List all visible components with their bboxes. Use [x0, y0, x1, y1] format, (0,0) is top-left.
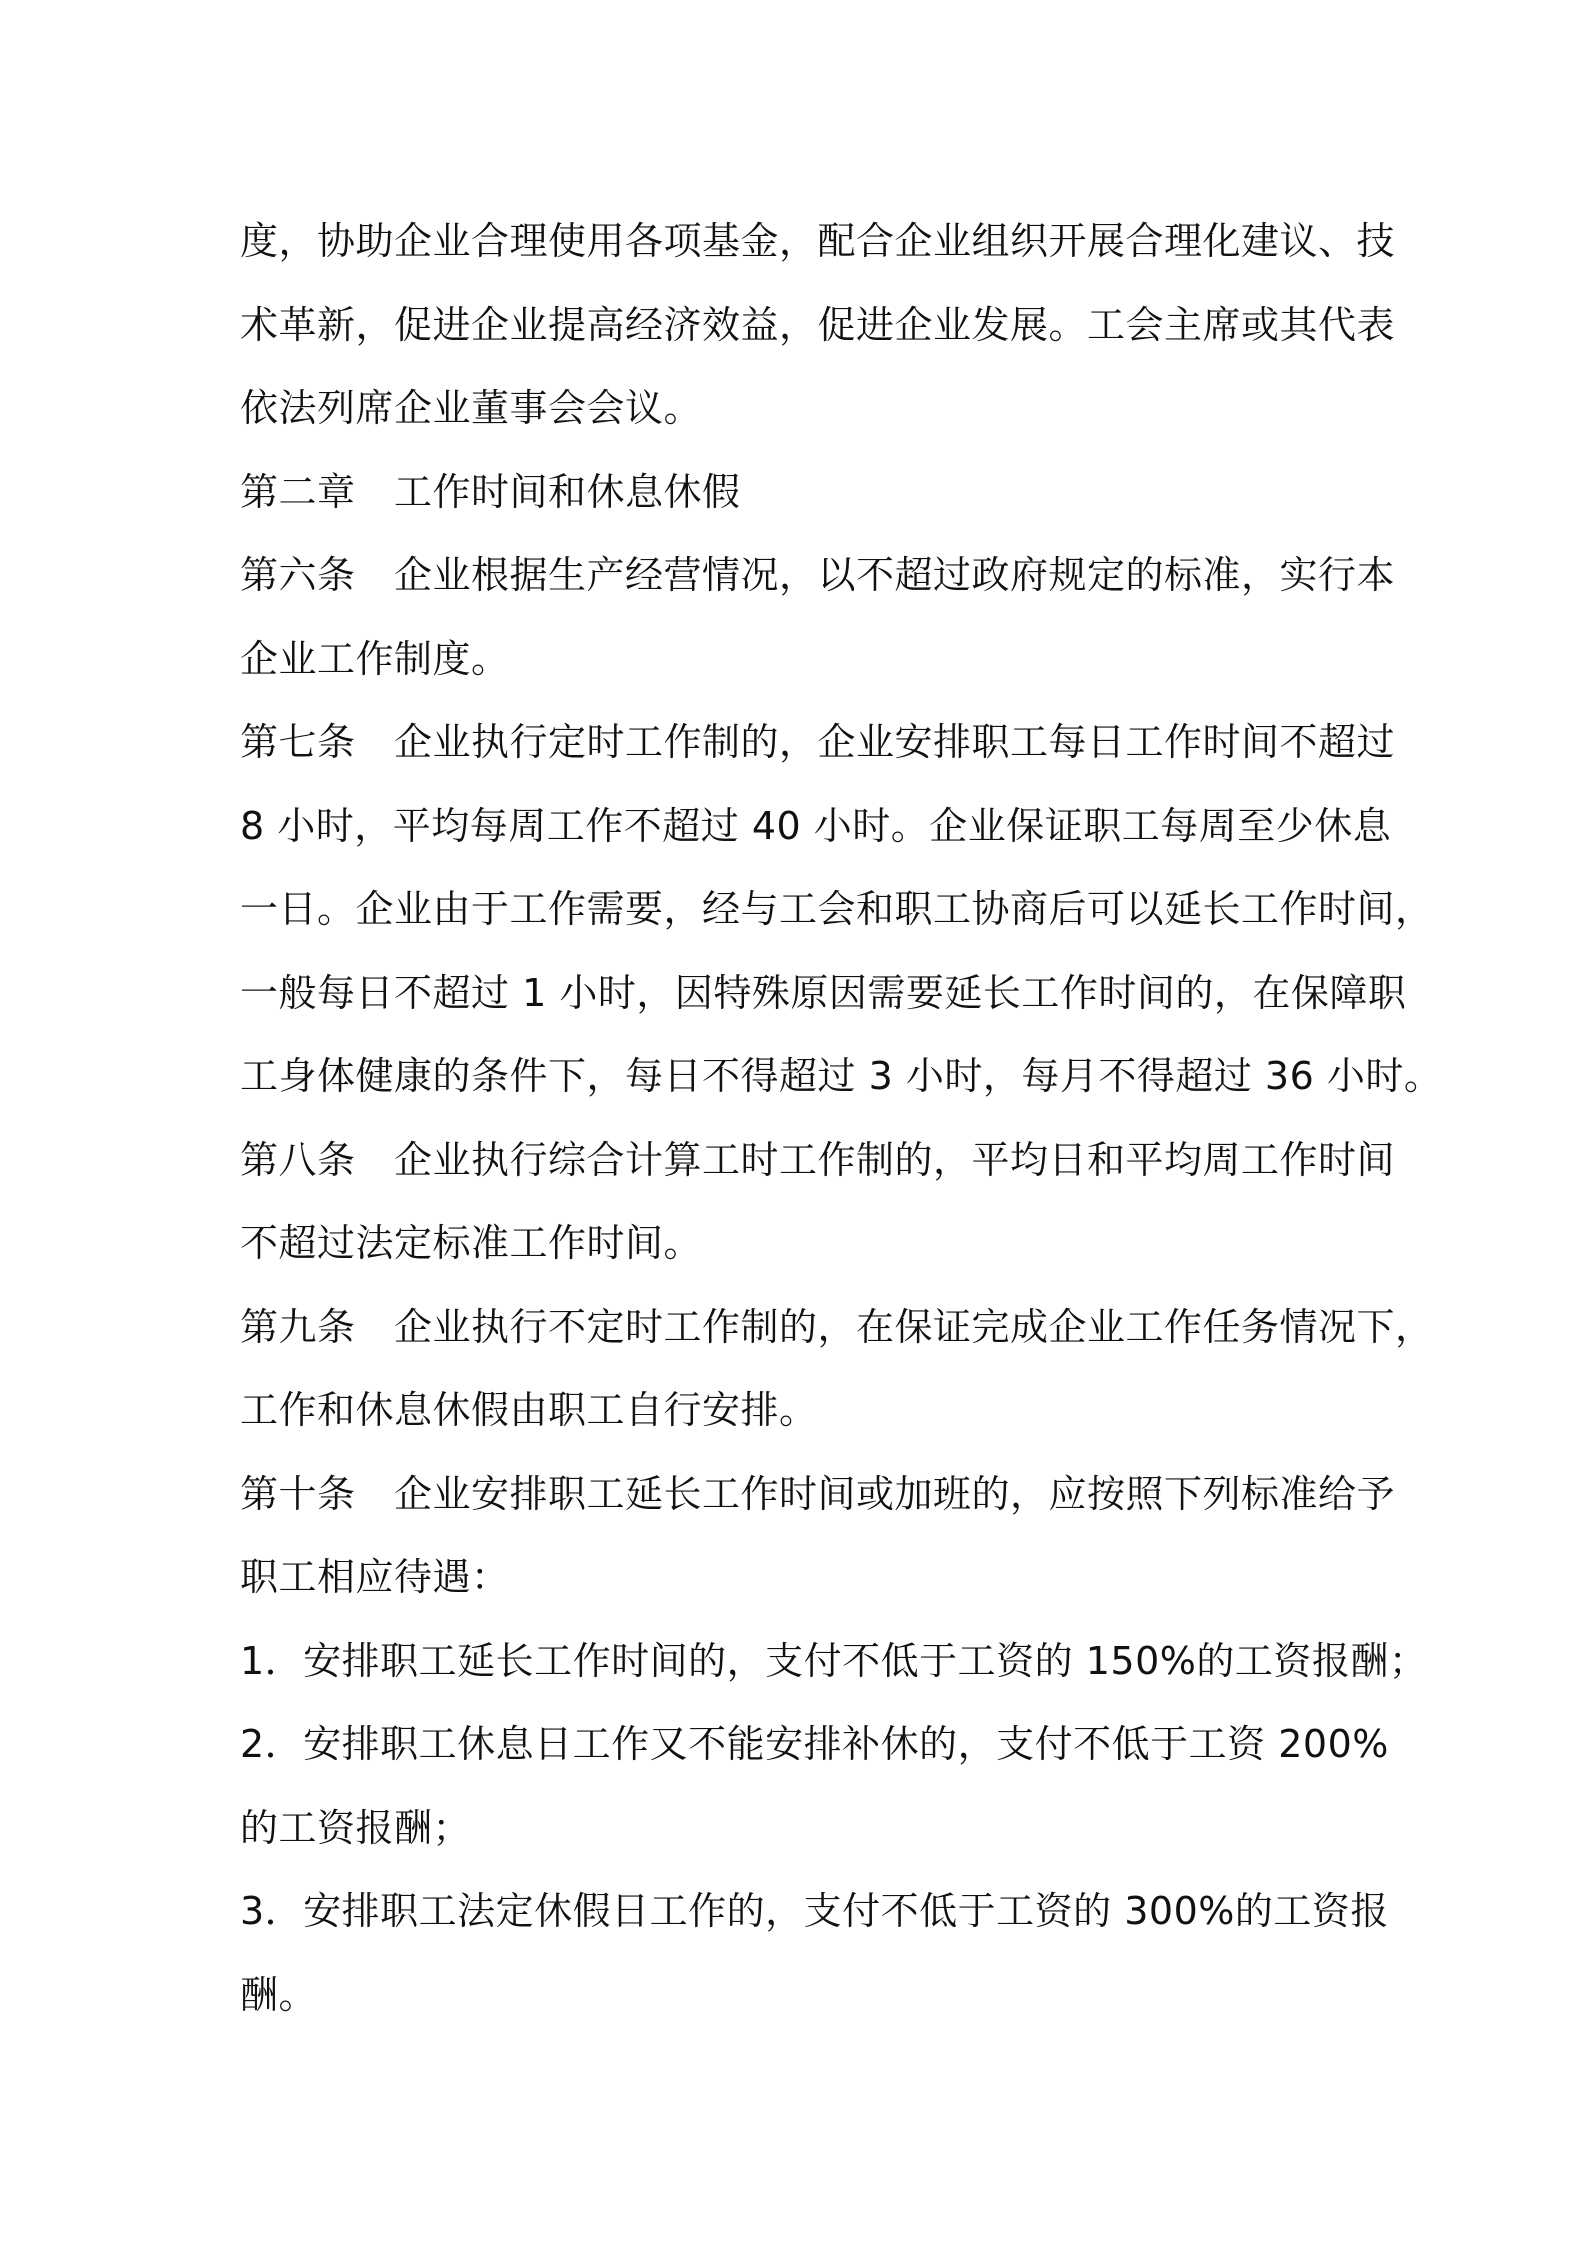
- text-line: 职工相应待遇：: [240, 1555, 510, 1599]
- text-line: 一日。企业由于工作需要，经与工会和职工协商后可以延长工作时间，: [240, 887, 1434, 931]
- article-line: 第十条 企业安排职工延长工作时间或加班的，应按照下列标准给予: [240, 1471, 1396, 1516]
- text-line: 企业工作制度。: [240, 636, 510, 681]
- list-item: 3．安排职工法定休假日工作的，支付不低于工资的 300%的工资报: [240, 1889, 1389, 1933]
- list-item: 1．安排职工延长工作时间的，支付不低于工资的 150%的工资报酬；: [240, 1638, 1428, 1683]
- article-line: 第七条 企业执行定时工作制的，企业安排职工每日工作时间不超过: [240, 720, 1396, 764]
- article-line: 第六条 企业根据生产经营情况，以不超过政府规定的标准，实行本: [240, 553, 1396, 597]
- article-line: 第八条 企业执行综合计算工时工作制的，平均日和平均周工作时间: [240, 1137, 1396, 1182]
- text-line: 依法列席企业董事会会议。: [240, 386, 703, 430]
- text-line: 酬。: [240, 1972, 318, 2017]
- list-item: 2．安排职工休息日工作又不能安排补休的，支付不低于工资 200%: [240, 1722, 1389, 1766]
- document-body: [240, 200, 1443, 2037]
- text-line: 度，协助企业合理使用各项基金，配合企业组织开展合理化建议、技: [240, 219, 1396, 263]
- article-line: 第九条 企业执行不定时工作制的，在保证完成企业工作任务情况下，: [240, 1304, 1434, 1349]
- text-line: 8 小时，平均每周工作不超过 40 小时。企业保证职工每周至少休息: [240, 803, 1392, 848]
- text-line: 工身体健康的条件下，每日不得超过 3 小时，每月不得超过 36 小时。: [240, 1054, 1443, 1098]
- text-line: 一般每日不超过 1 小时，因特殊原因需要延长工作时间的，在保障职: [240, 970, 1407, 1015]
- text-line: 术革新，促进企业提高经济效益，促进企业发展。工会主席或其代表: [240, 302, 1396, 347]
- chapter-heading: 第二章 工作时间和休息休假: [240, 469, 741, 514]
- text-line: 不超过法定标准工作时间。: [240, 1221, 703, 1265]
- text-line: 的工资报酬；: [240, 1805, 472, 1850]
- text-line: 工作和休息休假由职工自行安排。: [240, 1388, 818, 1432]
